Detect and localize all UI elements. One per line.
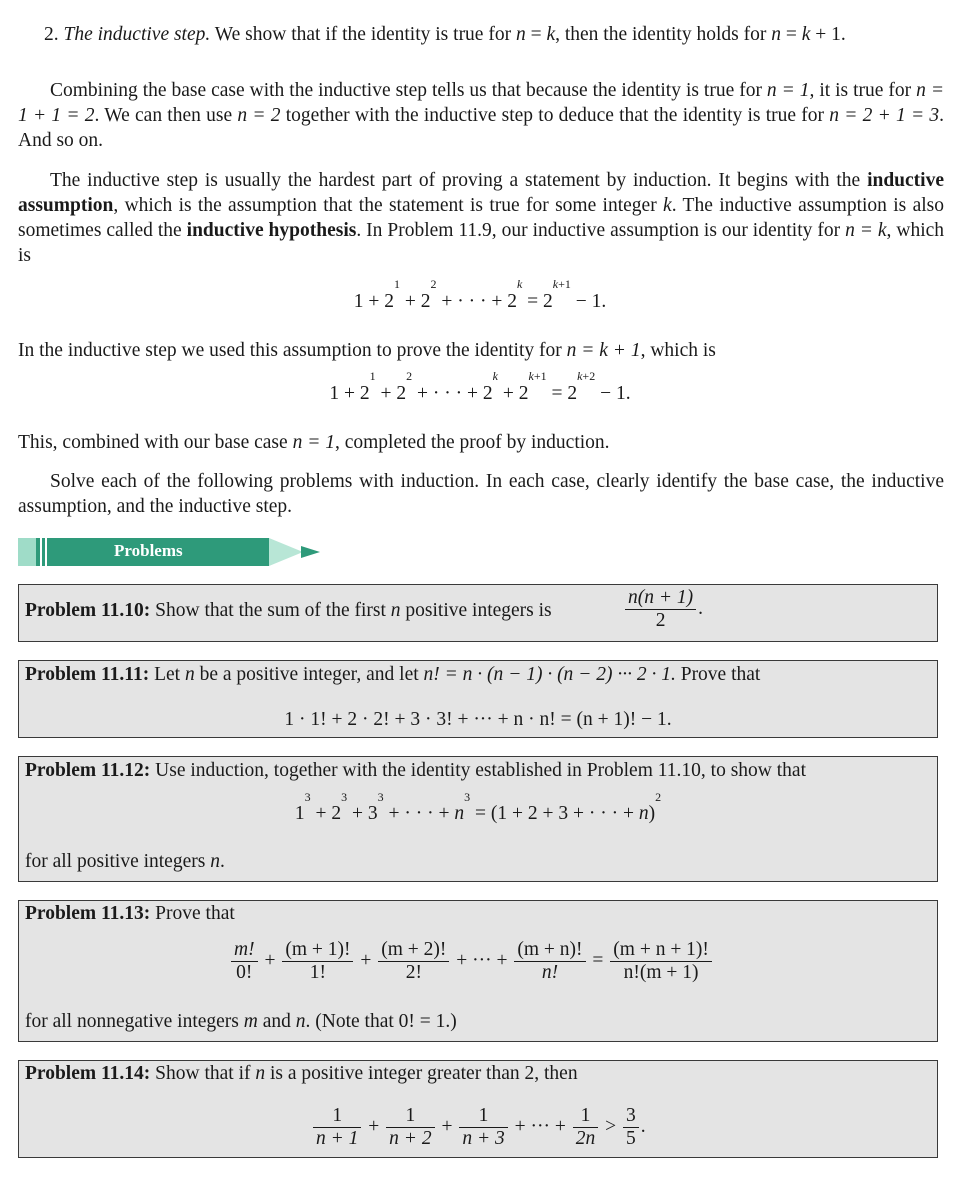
p4-a: This, combined with our base case [18, 432, 288, 453]
p13-equation: $\frac{m!}{0!}$ + $\frac{(m + 1)!}{1!}$ + $\frac{(m + 2)!}{2!}$ + ··· + $\frac{(m + n)!}{n!}$ = $\frac{(m + n + 1)!}{n!(m + 1)}$ [229, 939, 714, 984]
problem-11-12 [18, 756, 938, 882]
p11-text: Let [154, 664, 181, 685]
p12-equation: $1^3 + 2^3 + 3^3$ + · · · + $n^3 = (1 + 2 + 3$ + · · · + n)$^2$ [294, 790, 662, 824]
p14-title: Problem 11.14: [25, 1063, 151, 1084]
item-number: 2. [44, 24, 59, 45]
p13-text: Prove that [155, 903, 235, 924]
p12-tail [25, 851, 225, 873]
p10-text: Show that the sum of the first [155, 600, 386, 621]
term-inductive-assumption: inductive assumption [18, 170, 944, 216]
p13-f3-num: (m + 2)! [378, 939, 449, 962]
p13-f4-den: n! [541, 962, 559, 983]
p14-n: n [255, 1063, 266, 1084]
problem-11-10 [18, 584, 938, 642]
p1-math3: n = 2 [237, 105, 281, 126]
p3-a: In the inductive step we used this assumption to prove the identity for [18, 340, 562, 361]
p13-title: Problem 11.13: [25, 903, 151, 924]
var-n: n [515, 24, 526, 45]
p1-line3a: identity is true for [682, 105, 825, 126]
p14-f2-num: 1 [386, 1105, 434, 1128]
var-k: k [546, 24, 556, 45]
p10-row [25, 600, 552, 622]
item-text-a: We show that if the identity is true for [214, 24, 512, 45]
item-label: The inductive step. [63, 24, 211, 45]
p2-a: The inductive step is usually the hardest part of proving a statement by induction. It begins with the [50, 170, 861, 191]
var-n-2: n [771, 24, 781, 45]
p11-n: n [184, 664, 195, 685]
p13-f3-den: 2! [405, 962, 422, 983]
equation-step: $1 + 2^1 + 2^2$ + · · · + $2^k + 2^{k+1} = 2^{k+2} - 1$. [329, 369, 631, 404]
p12-tail-a: for all positive integers [25, 851, 206, 872]
p10-text2: positive integers is [405, 600, 552, 621]
p12-tail-b: . [219, 851, 225, 872]
equals: = [525, 24, 547, 45]
p13-n: n [295, 1011, 306, 1032]
p10-title: Problem 11.10: [25, 600, 151, 621]
problem-11-11 [18, 660, 938, 738]
p14-f4-den: 2n [575, 1128, 596, 1149]
p1-math2: n = 1 + 1 = 2 [18, 80, 944, 126]
p14-f5-num: 3 [623, 1105, 639, 1128]
p11-equation: 1 · 1! + 2 · 2! + 3 · 3! + ··· + n · n! = (n + 1)! − 1. [284, 709, 672, 730]
p14-f3-num: 1 [459, 1105, 507, 1128]
plus-one: + 1. [810, 24, 846, 45]
var-k-3: k [663, 195, 672, 216]
p2-f: . In Problem 11.9, our inductive assumption is our identity for [356, 220, 841, 241]
problem-11-13 [18, 900, 938, 1042]
p11-text2: be a positive integer, and let [199, 664, 419, 685]
p13-tail-a: for all nonnegative integers [25, 1011, 239, 1032]
p14-dots: + ··· + [514, 1115, 566, 1137]
p14-f4-num: 1 [573, 1105, 599, 1128]
p13-f1-den: 0! [236, 962, 253, 983]
p4-b: , completed the proof by induction. [334, 432, 610, 453]
equals-2: = [780, 24, 802, 45]
p1-line2c: together with the inductive step to deduce that the [285, 105, 678, 126]
p3-b: , which is [640, 340, 716, 361]
p14-f1-den: n + 1 [316, 1128, 359, 1149]
p11-title: Problem 11.11: [25, 664, 150, 685]
p4-math: n = 1 [292, 432, 335, 453]
p14-gt: > [605, 1115, 617, 1137]
p10-end: . [698, 597, 704, 619]
p1-line2b: . We can then use [94, 105, 233, 126]
p2-math: n = k [845, 220, 887, 241]
var-k-2: k [801, 24, 811, 45]
p13-m: m [243, 1011, 258, 1032]
problems-banner [18, 536, 320, 568]
p14-inequality: $\frac{1}{n + 1}$ + $\frac{1}{n + 2}$ + $\frac{1}{n + 3}$ + ··· + $\frac{1}{2n}$ > $\frac{3}{5}$ . [311, 1105, 646, 1150]
p10-n: n [390, 600, 401, 621]
p3-math: n = k + 1 [566, 340, 641, 361]
p11-def: n! = n · (n − 1) · (n − 2) ··· 2 · 1. [423, 664, 676, 685]
p13-f2-den: 1! [309, 962, 327, 983]
p14-f5-den: 5 [626, 1128, 636, 1149]
p2-c: , which is the assumption that the statement is true for some integer [113, 195, 657, 216]
item-text-b: , then the identity holds for [555, 24, 767, 45]
problem-11-14 [18, 1060, 938, 1158]
p13-f1-num: m! [231, 939, 258, 962]
p13-f5-num: (m + n + 1)! [610, 939, 712, 962]
p13-tail [25, 1011, 457, 1033]
p14-f3-den: n + 3 [462, 1128, 505, 1149]
p14-f2-den: n + 2 [389, 1128, 432, 1149]
p1-math4: n = 2 + 1 = 3 [829, 105, 940, 126]
paragraph-step-used [18, 338, 944, 363]
p12-tail-n: n [210, 851, 220, 872]
p10-frac-den: 2 [655, 610, 666, 631]
p12-title: Problem 11.12: [25, 760, 151, 781]
paragraph-completed [18, 430, 944, 455]
paragraph-inductive-assumption [18, 168, 944, 268]
p14-f1-num: 1 [313, 1105, 361, 1128]
inductive-step-item [44, 22, 944, 47]
paragraph-instructions: Solve each of the following problems with induction. In each case, clearly identify the base case, the inductive assumption, and the inductive step. [18, 471, 944, 517]
p1-math1: n = 1, [766, 80, 815, 101]
equation-assumption: $1 + 2^1 + 2^2$ + · · · + $2^k = 2^{k+1} - 1$. [353, 277, 607, 312]
p10-frac-num: n(n + 1) [625, 587, 696, 610]
p13-f4-num: (m + n)! [514, 939, 585, 962]
p13-tail-b: . (Note that 0! = 1.) [305, 1011, 457, 1032]
p12-text: Use induction, together with the identity established in Problem 11.10, to show that [155, 760, 806, 781]
p13-and: and [262, 1011, 291, 1032]
p2-d: . The inductive assumption is also sometimes called the [18, 195, 945, 241]
paragraph-combining [18, 78, 944, 153]
p12-row [25, 760, 806, 782]
p14-row [25, 1063, 578, 1085]
p13-row [25, 903, 235, 925]
problems-banner-label: Problems [114, 541, 183, 560]
p1-line2a: it is true for [819, 80, 912, 101]
p13-f5-den: n!(m + 1) [623, 962, 699, 983]
p13-f2-num: (m + 1)! [282, 939, 353, 962]
p1-line3b: . And so on. [18, 105, 945, 151]
p14-text: Show that if [155, 1063, 251, 1084]
p11-text3: Prove that [680, 664, 761, 685]
p1-line1: Combining the base case with the inductive step tells us that because the identity is true for [50, 80, 762, 101]
p10-fraction [623, 587, 703, 632]
p13-dots: + ··· + [456, 949, 508, 971]
p14-text2: is a positive integer greater than 2, then [270, 1063, 578, 1084]
p14-end: . [640, 1115, 646, 1137]
p11-row [25, 664, 760, 686]
term-inductive-hypothesis: inductive hypothesis [186, 220, 357, 241]
p2-h: , which is [18, 220, 945, 266]
